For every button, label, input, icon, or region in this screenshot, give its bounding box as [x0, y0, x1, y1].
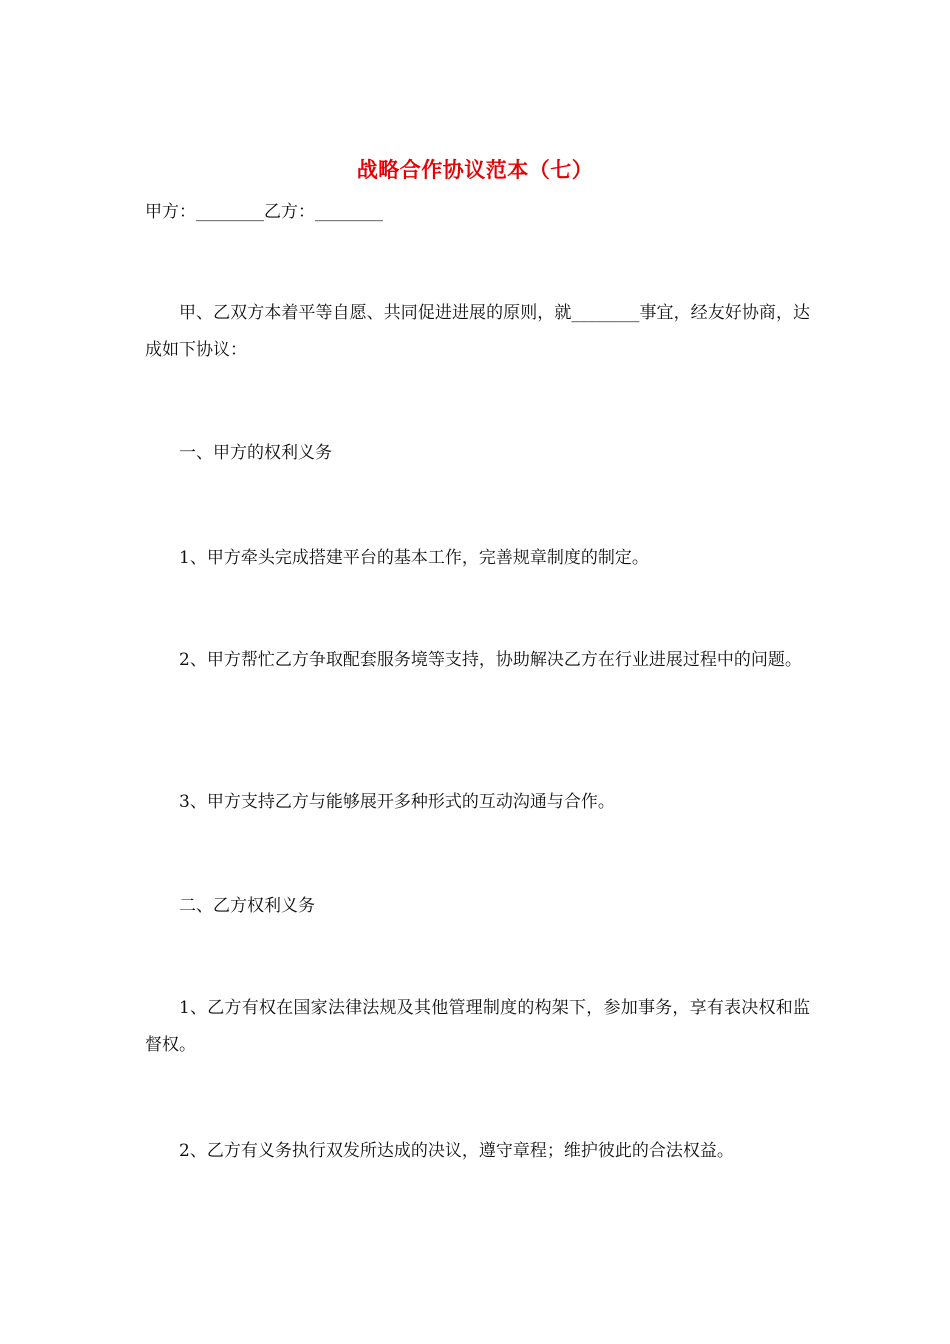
section1-item1: 1、甲方牵头完成搭建平台的基本工作，完善规章制度的制定。 [179, 548, 649, 568]
section1-item2: 2、甲方帮忙乙方争取配套服务境等支持，协助解决乙方在行业进展过程中的问题。 [179, 650, 802, 670]
section2-item2: 2、乙方有义务执行双发所达成的决议，遵守章程；维护彼此的合法权益。 [179, 1141, 734, 1161]
section1-heading: 一、甲方的权利义务 [179, 443, 332, 463]
document-title: 战略合作协议范本（七） [356, 157, 594, 182]
intro-paragraph: 甲、乙双方本着平等自愿、共同促进进展的原则，就________事宜，经友好协商，达成如下协议： [145, 303, 810, 360]
section2-heading: 二、乙方权利义务 [179, 896, 315, 916]
section1-item3: 3、甲方支持乙方与能够展开多种形式的互动沟通与合作。 [179, 792, 615, 812]
section2-item1: 1、乙方有权在国家法律法规及其他管理制度的构架下，参加事务，享有表决权和监督权。 [145, 998, 810, 1055]
parties-line: 甲方：________乙方：________ [145, 202, 383, 222]
